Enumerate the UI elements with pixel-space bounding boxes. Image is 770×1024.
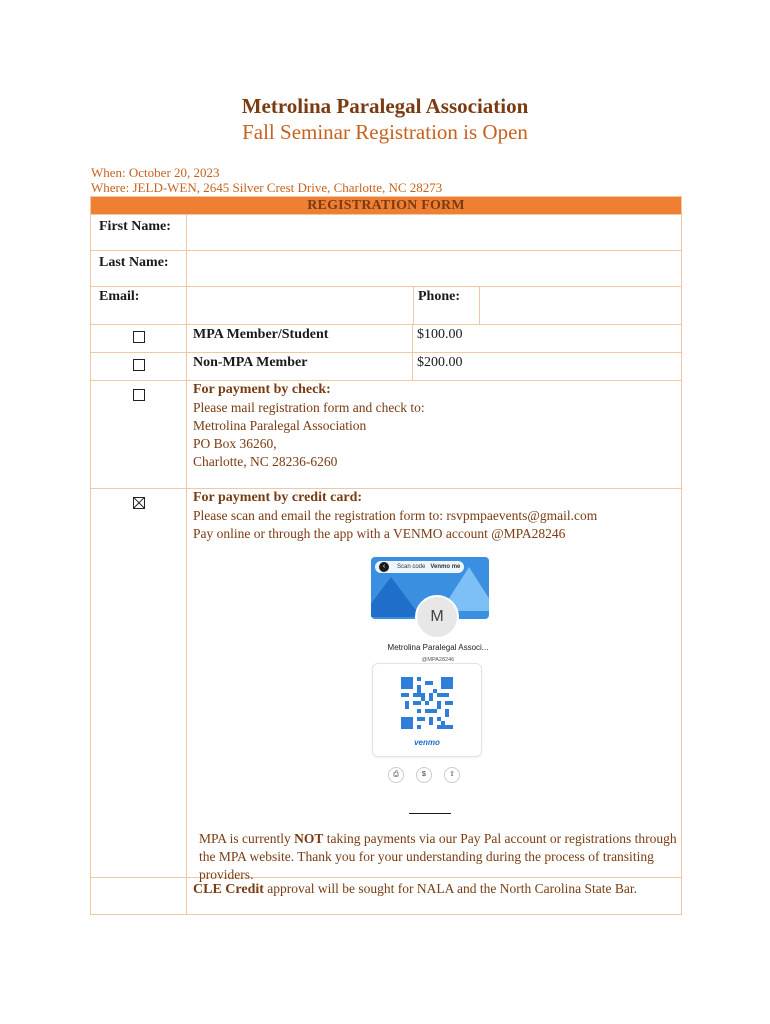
card-payment-line: Pay online or through the app with a VENMO account @MPA28246 <box>193 526 566 541</box>
option-row-member <box>91 324 681 352</box>
check-payment-checkbox[interactable] <box>133 389 145 401</box>
card-payment-line: Please scan and email the registration form to: rsvpmpaevents@gmail.com <box>193 508 598 523</box>
check-payment-line: Metrolina Paralegal Association <box>193 418 367 433</box>
check-payment-line: PO Box 36260, <box>193 436 277 451</box>
venmo-account-name: Metrolina Paralegal Associ... <box>387 643 489 652</box>
venmo-me-tab: Venmo me <box>430 564 461 570</box>
paypal-note: MPA is currently NOT taking payments via our Pay Pal account or registrations through the MPA website. Thank you for your understanding during the process of transiting providers. <box>199 831 677 882</box>
event-when: When: October 20, 2023 <box>91 165 220 180</box>
back-arrow-icon: ‹ <box>379 562 389 572</box>
email-field[interactable] <box>187 287 414 324</box>
first-name-label: First Name: <box>91 215 187 250</box>
dollar-icon: $ <box>416 767 432 783</box>
registration-form <box>90 196 682 915</box>
check-payment-row <box>91 380 681 488</box>
check-payment-heading: For payment by check: <box>193 382 331 397</box>
venmo-qr-screenshot <box>371 557 511 789</box>
phone-label: Phone: <box>414 287 480 324</box>
cle-empty-cell <box>91 878 187 914</box>
cle-note: CLE Credit approval will be sought for NALA and the North Carolina State Bar. <box>193 881 637 897</box>
check-payment-line: Charlotte, NC 28236-6260 <box>193 454 338 469</box>
last-name-field[interactable] <box>187 251 681 286</box>
qr-code-icon <box>401 677 453 729</box>
venmo-actions <box>388 767 460 783</box>
last-name-label: Last Name: <box>91 251 187 286</box>
email-phone-row <box>91 286 681 324</box>
event-where: Where: JELD-WEN, 2645 Silver Crest Drive, Charlotte, NC 28273 <box>91 180 443 195</box>
nonmember-price: $200.00 <box>417 355 463 370</box>
card-payment-heading: For payment by credit card: <box>193 490 363 505</box>
nonmember-checkbox[interactable] <box>133 359 145 371</box>
form-title: REGISTRATION FORM <box>91 197 681 214</box>
avatar: M <box>415 595 459 639</box>
member-option-label: MPA Member/Student <box>187 325 413 352</box>
cle-row <box>91 877 681 914</box>
scan-code-tab: Scan code <box>397 564 426 570</box>
option-row-nonmember <box>91 352 681 380</box>
venmo-logo: venmo <box>414 738 440 747</box>
first-name-field[interactable] <box>187 215 681 250</box>
check-payment-line: Please mail registration form and check to: <box>193 400 425 415</box>
share-icon: ⇧ <box>444 767 460 783</box>
card-payment-checkbox[interactable] <box>133 497 145 509</box>
phone-field[interactable] <box>480 287 681 324</box>
print-icon: ⎙ <box>388 767 404 783</box>
member-price: $100.00 <box>417 327 463 342</box>
nonmember-option-label: Non-MPA Member <box>187 353 413 380</box>
first-name-row <box>91 214 681 250</box>
email-label: Email: <box>91 287 187 324</box>
seminar-subtitle: Fall Seminar Registration is Open <box>242 120 528 144</box>
last-name-row <box>91 250 681 286</box>
card-payment-row <box>91 488 681 882</box>
qr-card <box>372 663 482 757</box>
member-checkbox[interactable] <box>133 331 145 343</box>
divider <box>409 813 451 814</box>
venmo-handle: @MPA28246 <box>421 657 455 663</box>
org-title: Metrolina Paralegal Association <box>241 94 529 118</box>
